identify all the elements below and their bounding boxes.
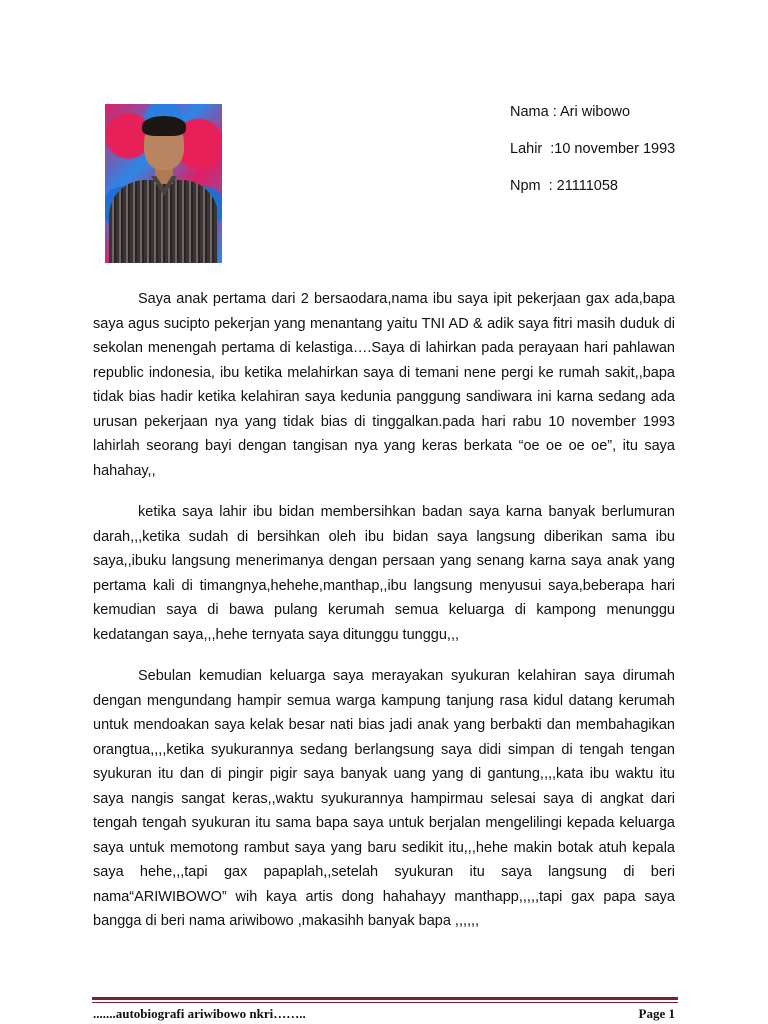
bio-value-npm: : 21111058 bbox=[548, 178, 618, 194]
profile-photo bbox=[105, 104, 222, 263]
paragraph-1: Saya anak pertama dari 2 bersaodara,nama ibu saya ipit pekerjaan gax ada,bapa saya agus sucipto pekerjan yang menantang yaitu TNI AD & adik saya fitri masih duduk di sekolan menengah pertama di kelastiga….Saya di lahirkan pada perayaan hari pahlawan republic indonesia, ibu ketika melahirkan saya di temani nene pergi ke rumah sakit,,bapa tidak bias hadir ketika kelahiran saya kedunia panggung sandiwara ini karna sedang ada urusan pekerjaan nya yang tidak bias di tinggalkan.pada hari rabu 10 november 1993 lahirlah seorang bayi dengan tangisan nya yang keras berkata “oe oe oe oe”, itu saya hahahay,, bbox=[93, 291, 675, 479]
footer-rule-thin bbox=[92, 1002, 678, 1003]
bio-value-nama: : Ari wibowo bbox=[552, 104, 631, 120]
bio-row-lahir bbox=[510, 140, 675, 177]
body-text bbox=[93, 287, 675, 951]
bio-value-lahir: :10 november 1993 bbox=[550, 141, 676, 157]
bio-row-nama bbox=[510, 103, 675, 140]
bio-label-nama: Nama bbox=[510, 104, 549, 120]
hair bbox=[142, 116, 186, 136]
bio-label-npm: Npm bbox=[510, 178, 541, 194]
bio-info bbox=[510, 103, 675, 214]
bio-row-npm bbox=[510, 177, 675, 214]
bio-label-lahir: Lahir bbox=[510, 141, 543, 157]
paragraph-2: ketika saya lahir ibu bidan membersihkan badan saya karna banyak berlumuran darah,,,ketika sudah di bersihkan oleh ibu bidan saya langsung diberikan sama ibu saya,,ibuku langsung menerimanya dengan persaan yang senang karna saya anak yang pertama kali di timangnya,hehehe,manthap,,ibu langsung menyusui saya,beberapa hari kemudian saya di bawa pulang kerumah semua keluarga di kampong menunggu kedatangan saya,,,hehe ternyata saya ditunggu tunggu,,, bbox=[93, 504, 675, 643]
paragraph-3: Sebulan kemudian keluarga saya merayakan syukuran kelahiran saya dirumah dengan mengundang hampir semua warga kampung tanjung rasa kidul datang kerumah untuk mendoakan saya kelak besar nati bias jadi anak yang berbakti dan membahagikan orangtua,,,,ketika syukurannya sedang berlangsung saya didi simpan di tengah tengan syukuran itu dan di pingir pigir saya banyak uang yang di gantung,,,,kata ibu waktu itu saya nangis sangat keras,,waktu syukurannya hampirmau selesai saya di angkat dari tengah tengah syukuran itu sama bapa saya untuk berjalan mengelilingi kepada keluarga saya untuk memotong rambut saya yang baru sedikit itu,,,hehe makin botak atuh kepala saya hehe,,,tapi gax papaplah,,setelah syukuran itu saya langsung di beri nama“ARIWIBOWO” wih kaya artis dong hahahayy manthapp,,,,,tapi gax papa saya bangga di beri nama ariwibowo ,makasihh banyak bapa ,,,,,, bbox=[93, 668, 675, 929]
footer-title: .......autobiografi ariwibowo nkri…….. bbox=[93, 1006, 306, 1021]
footer-rule-thick bbox=[92, 997, 678, 1000]
page-number: Page 1 bbox=[638, 1006, 675, 1021]
